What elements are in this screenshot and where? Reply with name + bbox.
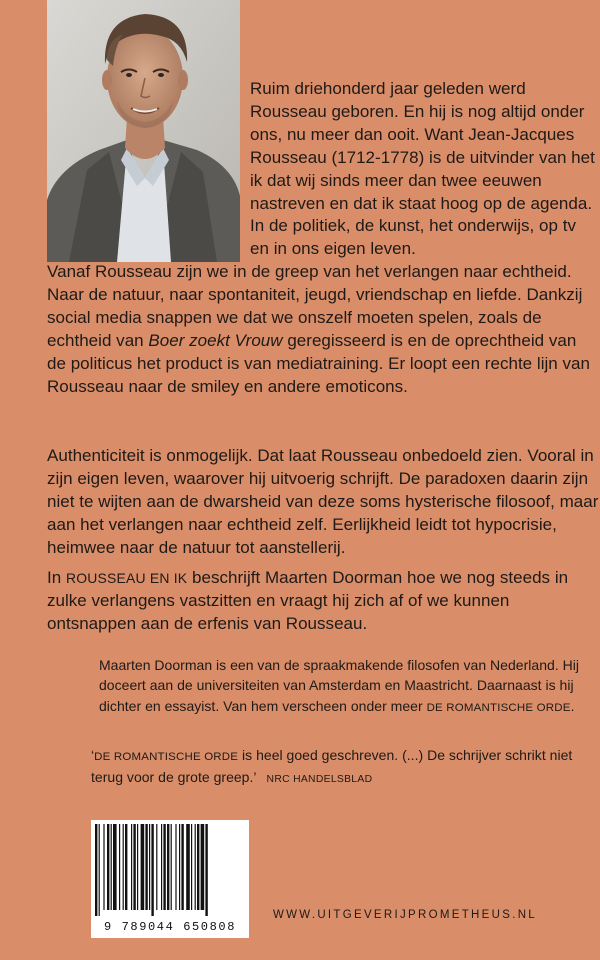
barcode-bar bbox=[137, 824, 138, 910]
barcode-bar bbox=[133, 824, 135, 910]
barcode-bar bbox=[195, 824, 196, 910]
book-title: ROUSSEAU EN IK bbox=[65, 570, 188, 586]
blurb-paragraph-book bbox=[47, 567, 599, 636]
barcode-bar bbox=[156, 824, 157, 910]
barcode-bar bbox=[111, 824, 112, 910]
barcode-bar bbox=[161, 824, 162, 910]
barcode-bar bbox=[125, 824, 127, 910]
review-book-title: DE ROMANTISCHE ORDE bbox=[94, 751, 239, 763]
barcode-bar bbox=[175, 824, 176, 910]
barcode-bar bbox=[163, 824, 165, 910]
isbn-number: 9 789044 650808 bbox=[103, 920, 237, 934]
bio-text: Maarten Doorman is een van de spraakmakende filosofen van Nederland. Hij doceert aan de universiteiten van Amsterdam en Maastricht. Daarnaast is hij dichter en essayist. Van hem verscheen onder meer bbox=[99, 657, 580, 714]
barcode-bar bbox=[119, 824, 120, 910]
barcode-bar bbox=[171, 824, 172, 910]
author-portrait-image bbox=[47, 0, 240, 262]
barcode-bars bbox=[93, 824, 247, 916]
barcode-bar bbox=[145, 824, 147, 910]
barcode-bar bbox=[103, 824, 104, 910]
author-photo bbox=[47, 0, 240, 262]
blurb-paragraph-paradox: Authenticiteit is onmogelijk. Dat laat Rousseau onbedoeld zien. Vooral in zijn eigen leven, waarover hij uitvoerig schrijft. De paradoxen daarin zijn niet te wijten aan de dwarsheid van deze soms hysterische filosoof, maar aan het verlangen naar echtheid zelf. Eerlijkheid leidt tot hypocrisie, heimwee naar de natuur tot aanstellerij. bbox=[47, 446, 599, 557]
review-source: NRC HANDELSBLAD bbox=[266, 774, 373, 786]
barcode-bar bbox=[191, 824, 192, 910]
review-quote bbox=[91, 745, 591, 791]
barcode-bar bbox=[186, 824, 190, 910]
barcode-bar bbox=[167, 824, 169, 910]
barcode-bar bbox=[95, 824, 97, 916]
barcode-bar bbox=[149, 824, 150, 910]
barcode-bar bbox=[99, 824, 100, 916]
publisher-website: WWW.UITGEVERIJPROMETHEUS.NL bbox=[273, 909, 537, 921]
barcode-bar bbox=[181, 824, 183, 910]
review-text: is heel goed geschreven. (...) De schrijver schrikt niet terug voor de grote greep.’ bbox=[91, 747, 573, 786]
barcode bbox=[91, 820, 249, 938]
blurb-text: geregisseerd is en de oprechtheid van de politicus het product is van mediatraining. Er loopt een rechte lijn van Rousseau naar de smiley en andere emoticons. bbox=[47, 330, 590, 396]
bio-end: . bbox=[570, 697, 575, 714]
barcode-bar bbox=[113, 824, 117, 910]
barcode-bar bbox=[201, 824, 205, 910]
author-bio bbox=[99, 655, 599, 718]
barcode-bar bbox=[179, 824, 180, 910]
bio-book-title: DE ROMANTISCHE ORDE bbox=[426, 701, 571, 714]
tv-show-title: Boer zoekt Vrouw bbox=[148, 330, 283, 350]
blurb-paragraph-intro: Ruim driehonderd jaar geleden werd Rousseau geboren. En hij is nog altijd onder ons, nu meer dan ooit. Want Jean-Jacques Rousseau (1712-1778) is de uitvinder van het ik dat wij sinds meer dan twee eeuwen nastreven en dat ik staat hoog op de agenda. In de politiek, de kunst, het onderwijs, op tv en in ons eigen leven. bbox=[250, 79, 595, 259]
barcode-bar bbox=[141, 824, 145, 910]
barcode-bar bbox=[107, 824, 109, 910]
barcode-bar bbox=[205, 824, 207, 916]
barcode-bar bbox=[197, 824, 199, 910]
blurb-text: In bbox=[47, 568, 66, 587]
blurb-text: beschrijft Maarten Doorman hoe we nog steeds in zulke verlangens vastzitten en vraagt hij zich af of we kunnen ontsnappen aan de erfenis van Rousseau. bbox=[47, 568, 569, 633]
barcode-bar bbox=[131, 824, 132, 910]
blurb-text: Vanaf Rousseau zijn we in de greep van het verlangen naar echtheid. Naar de natuur, naar spontaniteit, jeugd, vriendschap en liefde. Dankzij social media snappen we dat we onszelf moeten spelen, zoals de echtheid van bbox=[47, 262, 583, 350]
quote-open: ‘ bbox=[91, 747, 95, 763]
blurb-paragraph-authenticity bbox=[47, 261, 599, 398]
barcode-bar bbox=[123, 824, 124, 910]
barcode-bar bbox=[151, 824, 153, 916]
